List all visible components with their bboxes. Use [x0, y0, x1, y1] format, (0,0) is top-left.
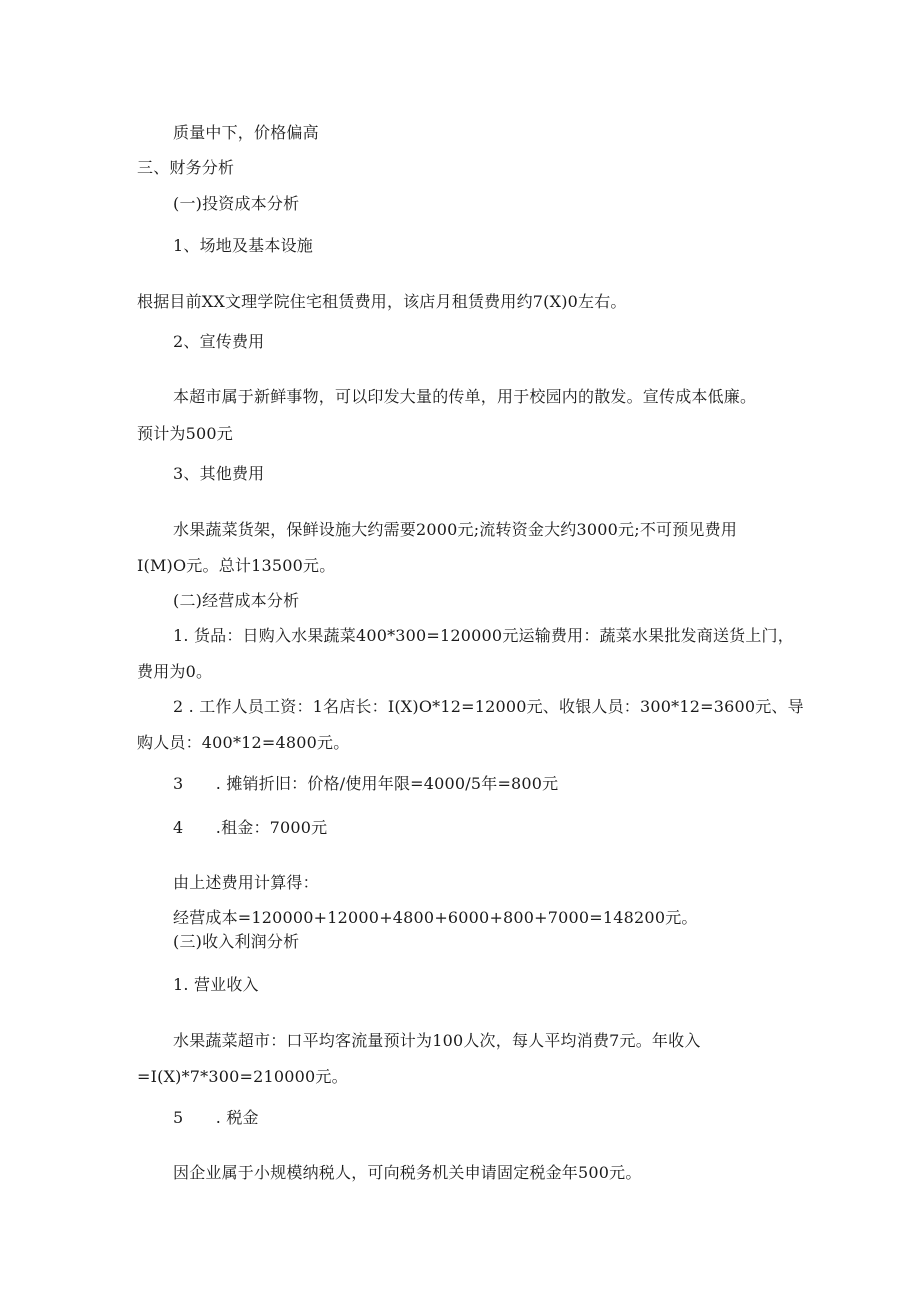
paragraph-income: 水果蔬菜超市：口平均客流量预计为100人次，每人平均消费7元。年收入 — [173, 1031, 701, 1050]
heading-revenue-profit: (三)收入利润分析 — [173, 932, 300, 951]
paragraph-tax: 因企业属于小规模纳税人，可向税务机关申请固定税金年500元。 — [173, 1163, 642, 1182]
paragraph-goods: 1. 货品：日购入水果蔬菜400*300=120000元运输费用：蔬菜水果批发商送货上门， — [173, 626, 794, 645]
paragraph-operating-total: 经营成本=120000+12000+4800+6000+800+7000=148200元。 — [173, 908, 698, 927]
paragraph-rent: 根据目前XX文理学院住宅租赁费用，该店月租赁费用约7(X)0左右。 — [137, 292, 627, 311]
paragraph-promotion: 本超市属于新鲜事物，可以印发大量的传单，用于校园内的散发。宣传成本低廉。 — [173, 387, 757, 406]
heading-financial-analysis: 三、财务分析 — [137, 158, 235, 177]
paragraph-other-cost: 水果蔬菜货架，保鲜设施大约需要2000元;流转资金大约3000元;不可预见费用 — [173, 520, 738, 539]
heading-other-cost: 3、其他费用 — [173, 464, 265, 483]
paragraph-depreciation: 3 . 摊销折旧：价格/使用年限=4000/5年=800元 — [173, 774, 559, 793]
paragraph-goods-cont: 费用为0。 — [137, 662, 213, 681]
heading-promotion-cost: 2、宣传费用 — [173, 332, 265, 351]
paragraph-calc-intro: 由上述费用计算得： — [173, 873, 319, 892]
heading-site-facilities: 1、场地及基本设施 — [173, 236, 313, 255]
paragraph-other-cost-total: I(M)O元。总计13500元。 — [137, 556, 336, 575]
paragraph-salary: 2 . 工作人员工资：1名店长：I(X)O*12=12000元、收银人员：300*12=3600元、导 — [173, 697, 804, 716]
paragraph-salary-cont: 购人员：400*12=4800元。 — [137, 733, 350, 752]
heading-tax: 5 . 税金 — [173, 1108, 259, 1127]
paragraph-rent-cost: 4 .租金：7000元 — [173, 818, 328, 837]
paragraph-promotion-estimate: 预计为500元 — [137, 424, 233, 443]
heading-operating-income: 1. 营业收入 — [173, 975, 259, 994]
paragraph-income-cont: =I(X)*7*300=210000元。 — [137, 1067, 348, 1086]
paragraph-quality-note: 质量中下，价格偏高 — [173, 123, 319, 142]
heading-operating-cost: (二)经营成本分析 — [173, 591, 300, 610]
heading-investment-cost: (一)投资成本分析 — [173, 194, 300, 213]
